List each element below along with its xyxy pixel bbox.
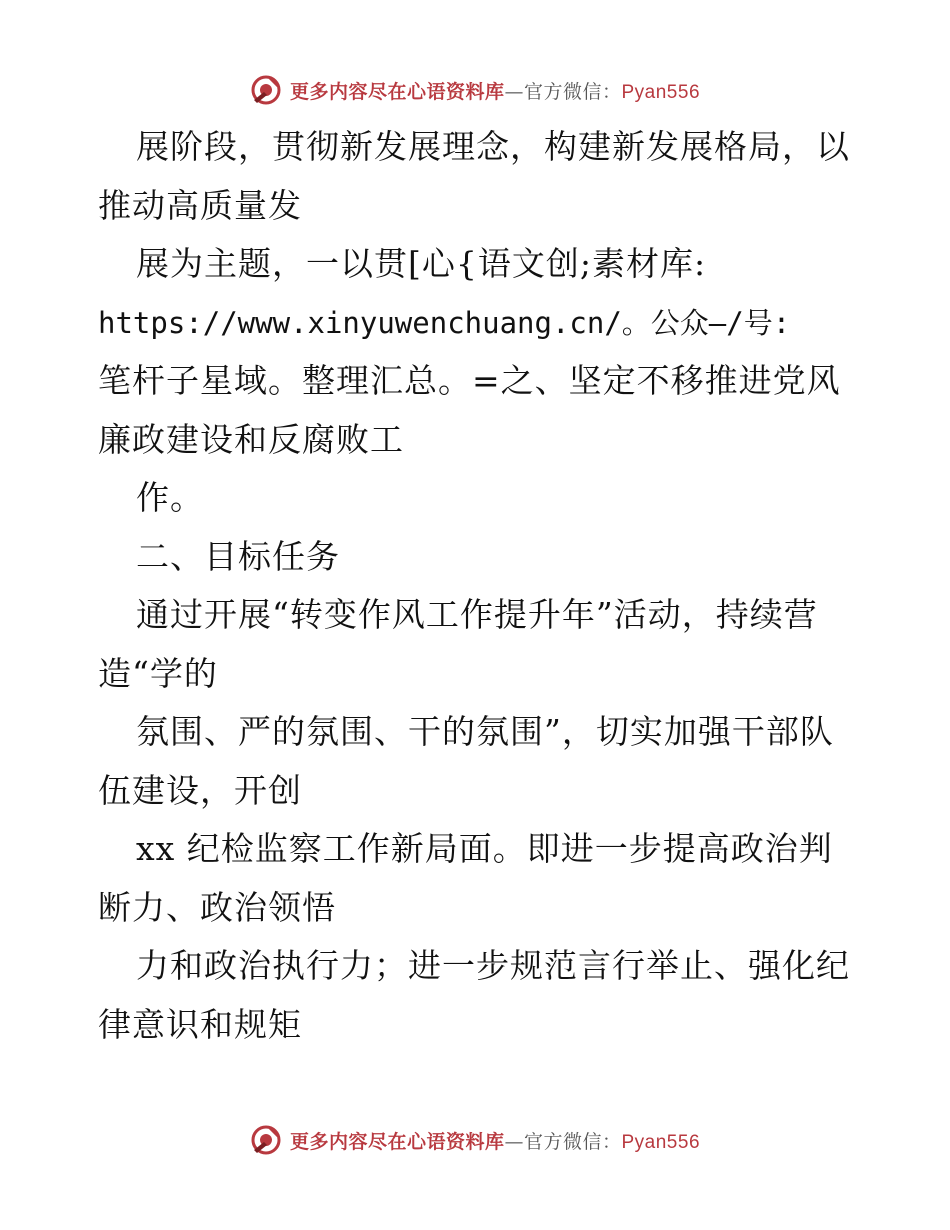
paragraph-line: 断力、政治领悟 (98, 887, 336, 927)
paragraph-line: 笔杆子星域。整理汇总。=之、坚定不移推进党风 (98, 361, 841, 400)
paragraph-line: 廉政建设和反腐败工 (98, 419, 404, 459)
paragraph-line: 氛围、严的氛围、干的氛围”，切实加强干部队 (136, 712, 834, 751)
paragraph-line: 通过开展“转变作风工作提升年”活动，持续营 (136, 595, 818, 634)
paragraph-line: 展阶段，贯彻新发展理念，构建新发展格局，以 (136, 127, 850, 166)
footer-watermark (0, 1120, 950, 1160)
watermark-separator: — (504, 80, 524, 103)
paragraph-line: 伍建设，开创 (98, 770, 302, 810)
section-heading: 二、目标任务 (136, 536, 340, 576)
pen-logo-icon (250, 1124, 282, 1156)
paragraph-line: 展为主题，一以贯[心{语文创;素材库: (136, 244, 707, 283)
watermark-wechat-id: Pyan556 (621, 1131, 701, 1153)
pen-logo-icon (250, 74, 282, 106)
paragraph-line: 力和政治执行力；进一步规范言行举止、强化纪 (136, 946, 850, 985)
watermark-separator: — (504, 1130, 524, 1153)
watermark-wechat-label: 官方微信： (523, 80, 622, 103)
url-line: https://www.xinyuwenchuang.cn/。公众—/号: (98, 305, 791, 340)
watermark-main-text: 更多内容尽在心语资料库 (289, 80, 505, 103)
watermark-main-text: 更多内容尽在心语资料库 (289, 1130, 505, 1153)
paragraph-line: 造“学的 (98, 653, 218, 693)
paragraph-line: 律意识和规矩 (98, 1004, 302, 1044)
document-body (98, 118, 868, 1054)
watermark-wechat-id: Pyan556 (621, 81, 701, 103)
paragraph-line: xx 纪检监察工作新局面。即进一步提高政治判 (136, 829, 833, 868)
paragraph-line: 推动高质量发 (98, 185, 302, 225)
header-watermark (0, 70, 950, 110)
paragraph-line: 作。 (136, 478, 204, 517)
watermark-wechat-label: 官方微信： (523, 1130, 622, 1153)
